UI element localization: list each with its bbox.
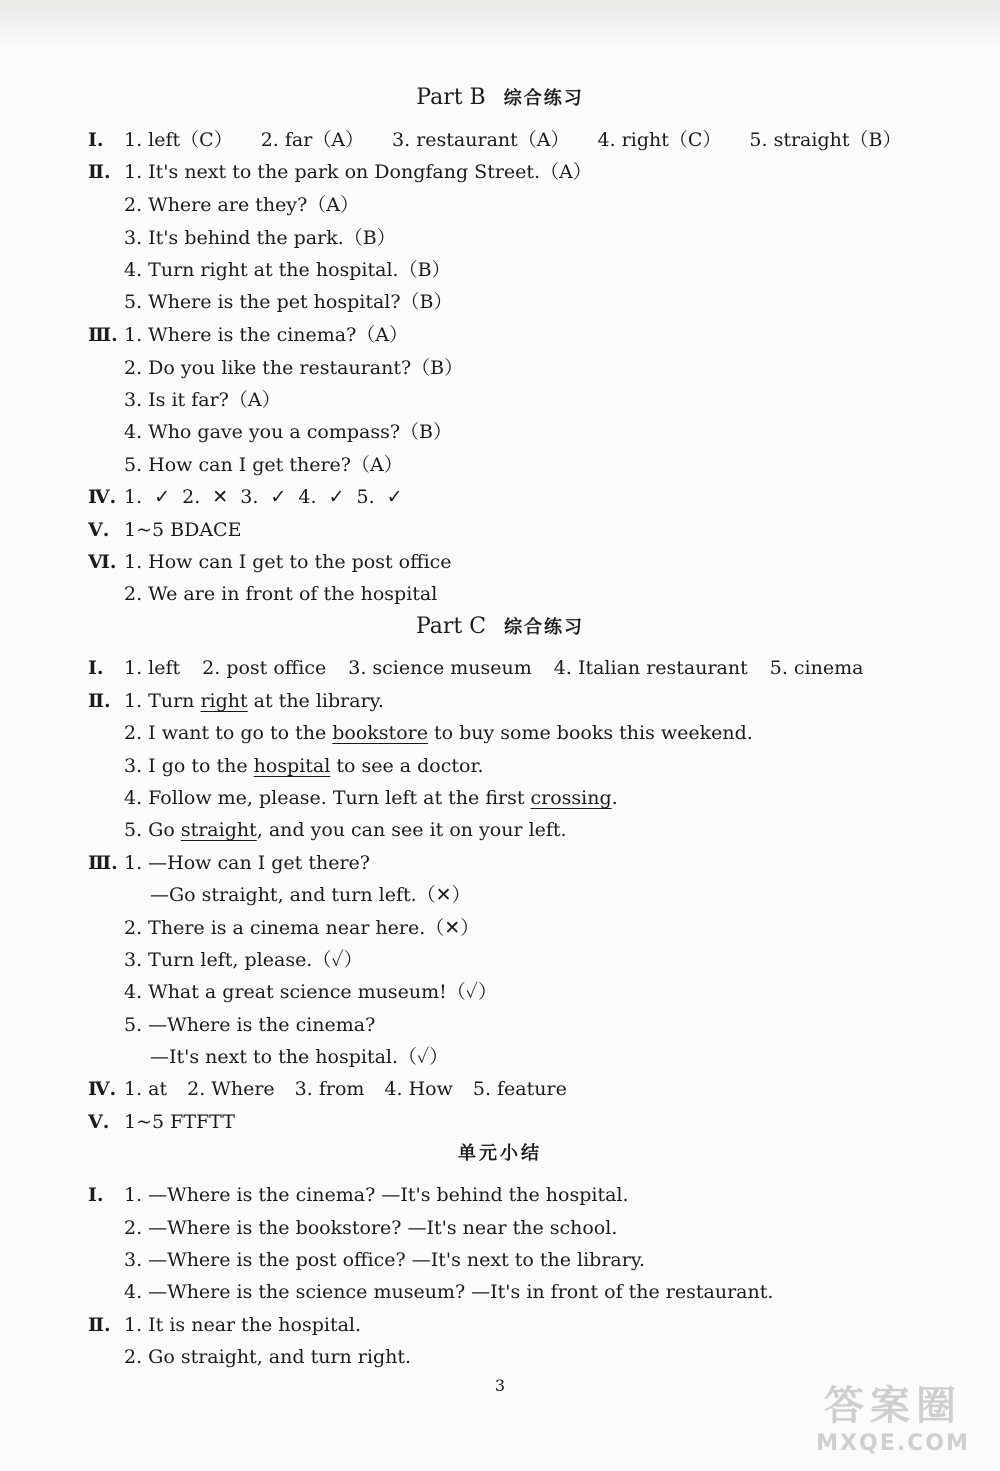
answer-item: 3. Is it far?（A）: [124, 389, 281, 411]
sentence-part: at the library.: [247, 690, 384, 712]
part-c-subtitle: 综合练习: [504, 617, 585, 638]
answer-item: 3. It's behind the park.（B）: [124, 227, 396, 249]
summary-q2-line1: [88, 1313, 361, 1337]
answer-text: 1~5 BDACE: [124, 519, 242, 541]
sentence-part: 3. I go to the: [124, 755, 254, 777]
answer-item: 4. —Where is the science museum? —It's in front of the restaurant.: [124, 1281, 774, 1303]
underlined-answer: straight: [180, 819, 257, 841]
answer-line: 5. —Where is the cinema?: [124, 1014, 376, 1036]
answer-text: 1~5 FTFTT: [124, 1111, 235, 1133]
page-number: 3: [494, 1376, 506, 1395]
answer-line: 4. What a great science museum!（✓）: [124, 981, 498, 1003]
answer-item: 3. restaurant（A）: [392, 129, 570, 151]
scan-edge: [0, 0, 1000, 52]
answer-item: 1. Where is the cinema?（A）: [124, 324, 409, 346]
sentence-part: to see a doctor.: [330, 755, 484, 777]
part-b-q1: [88, 128, 901, 152]
answer-item: 5. cinema: [769, 657, 864, 679]
sentence-part: to buy some books this weekend.: [427, 722, 753, 744]
answer-item: 3. —Where is the post office? —It's next to the library.: [124, 1249, 646, 1271]
part-c-q2-line4: [124, 786, 618, 810]
answer-item: 1. It's next to the park on Dongfang Street.（A）: [124, 161, 592, 183]
part-c-q2-line5: [124, 818, 567, 842]
sentence-part: .: [611, 787, 618, 809]
answer-item: 2. —Where is the bookstore? —It's near the school.: [124, 1217, 618, 1239]
answer-item: 1. How can I get to the post office: [124, 551, 452, 573]
part-b-q2-line1: [88, 160, 592, 184]
answer-item: 2. far（A）: [260, 129, 365, 151]
answer-line: —It's next to the hospital.（✓）: [150, 1046, 449, 1068]
part-b-q5: [88, 518, 241, 542]
answer-item: 4. Who gave you a compass?（B）: [124, 421, 452, 443]
roman-numeral: Ⅳ.: [88, 486, 117, 508]
roman-numeral: Ⅳ.: [88, 1078, 117, 1100]
part-c-q2-line2: [124, 721, 753, 745]
roman-numeral: Ⅱ.: [88, 161, 111, 183]
answer-item: 2. Do you like the restaurant?（B）: [124, 357, 464, 379]
roman-numeral: Ⅱ.: [88, 1314, 111, 1336]
answer-line: —Go straight, and turn left.（✕）: [150, 884, 471, 906]
underlined-answer: crossing: [530, 787, 612, 809]
underlined-answer: hospital: [253, 755, 331, 777]
underlined-answer: right: [200, 690, 248, 712]
watermark-logo: [798, 1381, 988, 1465]
unit-summary-title: 单元小结: [458, 1143, 542, 1164]
answer-line: 2. There is a cinema near here.（✕）: [124, 917, 480, 939]
roman-numeral: Ⅵ.: [88, 551, 117, 573]
answer-item: 1. left（C）: [124, 129, 233, 151]
answer-item: 2. We are in front of the hospital: [124, 583, 438, 605]
answer-item: 5. How can I get there?（A）: [124, 454, 403, 476]
watermark-url: MXQE.COM: [816, 1431, 970, 1456]
roman-numeral: Ⅰ.: [88, 1184, 104, 1206]
part-b-heading: [0, 84, 1000, 113]
roman-numeral: Ⅰ.: [88, 657, 104, 679]
part-c-q1: [88, 656, 863, 680]
answer-item: 4. Turn right at the hospital.（B）: [124, 259, 451, 281]
part-c-q2-line3: [124, 754, 484, 778]
answer-item: 2. Where are they?（A）: [124, 194, 359, 216]
answer-item: 3. from: [294, 1078, 365, 1100]
answer-item: 1. at: [124, 1078, 168, 1100]
roman-numeral: Ⅲ.: [88, 324, 118, 346]
answer-item: 3. science museum: [348, 657, 532, 679]
part-c-q3-line1: [88, 851, 370, 875]
answer-item: 2. post office: [202, 657, 327, 679]
answer-item: 1. —Where is the cinema? —It's behind the hospital.: [124, 1184, 629, 1206]
part-c-title: Part C: [415, 614, 487, 639]
roman-numeral: Ⅱ.: [88, 690, 111, 712]
answer-line: 3. Turn left, please.（✓）: [124, 949, 363, 971]
part-c-q4: [88, 1077, 567, 1101]
answer-item: 5. feature: [472, 1078, 567, 1100]
answer-item: 4. Italian restaurant: [553, 657, 748, 679]
answer-item: 4. How: [384, 1078, 453, 1100]
answer-item: 1. left: [124, 657, 181, 679]
roman-numeral: Ⅴ.: [88, 1111, 110, 1133]
roman-numeral: Ⅲ.: [88, 852, 118, 874]
summary-q1-line1: [88, 1183, 629, 1207]
roman-numeral: Ⅴ.: [88, 519, 110, 541]
answer-item: 1. It is near the hospital.: [124, 1314, 362, 1336]
part-b-subtitle: 综合练习: [503, 88, 584, 109]
sentence-part: 5. Go: [124, 819, 181, 841]
part-b-title: Part B: [416, 85, 486, 110]
answer-line: 1. —How can I get there?: [124, 852, 370, 874]
sentence-part: 1. Turn: [124, 690, 201, 712]
part-c-heading: [0, 613, 1000, 642]
answer-item: 2. Where: [187, 1078, 275, 1100]
answer-item: 4. right（C）: [597, 129, 722, 151]
answer-item: 2. Go straight, and turn right.: [124, 1346, 412, 1368]
part-b-q3-line1: [88, 323, 408, 347]
watermark-text: 答案圈: [824, 1383, 962, 1429]
underlined-answer: bookstore: [332, 722, 428, 744]
answer-item: 5. straight（B）: [749, 129, 902, 151]
sentence-part: 4. Follow me, please. Turn left at the first: [124, 787, 531, 809]
part-b-q4: [88, 485, 403, 509]
answer-item: 5. Where is the pet hospital?（B）: [124, 291, 453, 313]
roman-numeral: Ⅰ.: [88, 129, 104, 151]
part-b-q6-line1: [88, 550, 452, 574]
answer-text: 1. ✓ 2. ✕ 3. ✓ 4. ✓ 5. ✓: [124, 486, 403, 508]
part-c-q2-line1: [88, 689, 384, 713]
sentence-part: , and you can see it on your left.: [256, 819, 567, 841]
sentence-part: 2. I want to go to the: [124, 722, 333, 744]
part-c-q5: [88, 1110, 235, 1134]
